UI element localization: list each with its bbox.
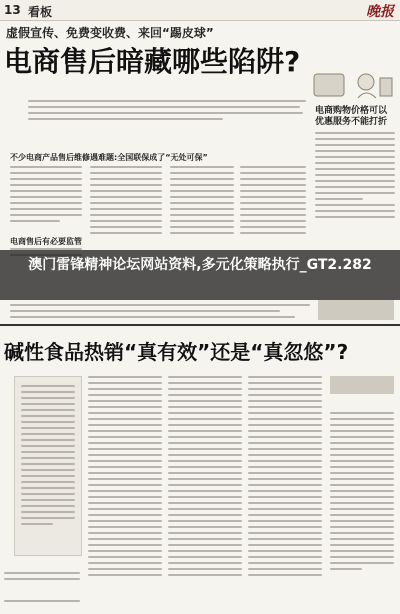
overlay-banner-text: 澳门雷锋精神论坛网站资料,多元化策略执行_GT2.282 — [28, 257, 372, 273]
sidebar-title: 电商购物价格可以优惠服务不能打折 — [315, 106, 388, 127]
pull-quote-box — [14, 376, 82, 556]
text-column — [170, 166, 234, 238]
section-name: 看板 — [28, 5, 53, 19]
photo — [318, 300, 394, 320]
pull-quote-text — [21, 385, 75, 529]
text-column — [330, 412, 394, 574]
photo — [330, 376, 394, 394]
sidebar-text — [315, 132, 395, 222]
section-divider — [0, 324, 400, 326]
article-headline: 碱性食品热销“真有效”还是“真忽悠”? — [4, 340, 349, 364]
lead-paragraph — [28, 100, 306, 124]
article-subheading: 电商售后有必要监管 — [10, 237, 82, 246]
article-headline: 电商售后暗藏哪些陷阱? — [4, 45, 301, 78]
illustration-icon — [306, 68, 396, 104]
text-column — [4, 600, 80, 606]
article-kicker: 虚假宣传、免费变收费、来回“踢皮球” — [6, 26, 214, 40]
newspaper-logo: 晚报 — [366, 4, 394, 20]
text-column — [10, 166, 82, 226]
text-column — [88, 376, 162, 580]
text-column — [4, 572, 80, 584]
article-subheading: 不少电商产品售后维修遇难题:全国联保成了“无处可保” — [10, 153, 208, 162]
newspaper-header-strip — [0, 0, 400, 21]
text-column — [168, 376, 242, 580]
page-number: 13 — [4, 3, 21, 17]
text-column — [90, 166, 162, 238]
text-column — [240, 166, 306, 238]
text-column — [248, 376, 322, 580]
text-column — [10, 304, 310, 322]
